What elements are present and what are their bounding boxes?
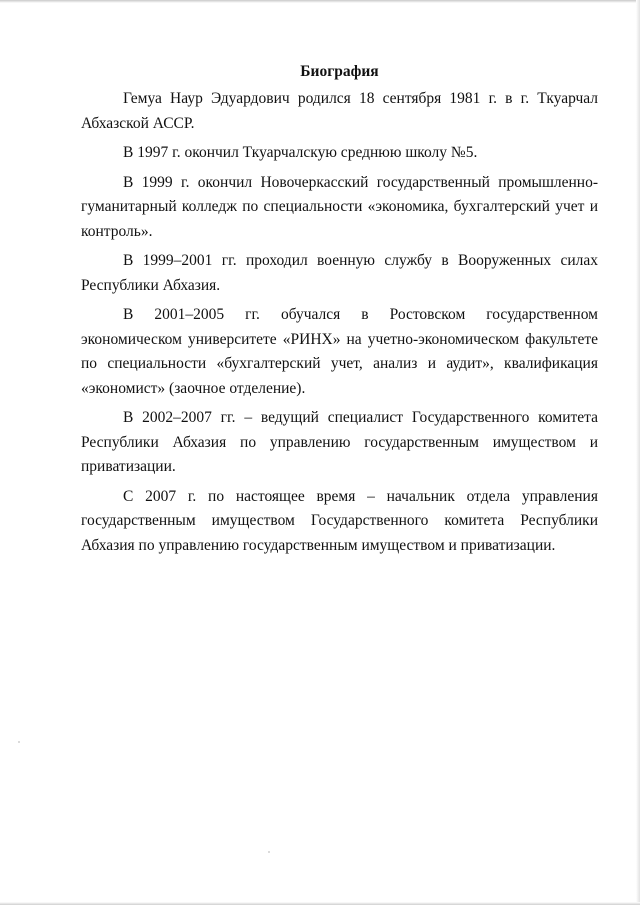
paragraph-school: В 1997 г. окончил Ткуарчалскую среднюю школу №5. <box>123 144 478 161</box>
paragraph-current-position: С 2007 г. по настоящее время – начальник отдела управления государственным имуществом Государственного комитета Республики Абхазия по управлению государственным имуществом и приватизации. <box>81 487 598 554</box>
scan-speck <box>268 851 270 853</box>
scan-edge-top <box>0 0 640 3</box>
paragraph-college: В 1999 г. окончил Новочеркасский государственный промышленно-гуманитарный колледж по специальности «экономика, бухгалтерский учет и контроль». <box>81 173 598 240</box>
scan-speck <box>18 741 20 743</box>
scan-edge-right <box>636 0 640 905</box>
paragraph-birth: Гемуа Наур Эдуардович родился 18 сентября 1981 г. в г. Ткуарчал Абхазской АССР. <box>81 90 598 132</box>
paragraph-specialist-position: В 2002–2007 гг. – ведущий специалист Государственного комитета Республики Абхазия по управлению государственным имуществом и приватизации. <box>81 409 598 475</box>
paragraph-university: В 2001–2005 гг. обучался в Ростовском государственном экономическом университете «РИНХ» на учетно-экономическом факультете по специальности «бухгалтерский учет, анализ и аудит», квалификация «экономист» (заочное отделение). <box>81 306 598 397</box>
paragraph-military-service: В 1999–2001 гг. проходил военную службу в Вооруженных силах Республики Абхазия. <box>81 252 598 294</box>
document-title: Биография <box>300 63 379 80</box>
biography-document <box>81 62 598 563</box>
